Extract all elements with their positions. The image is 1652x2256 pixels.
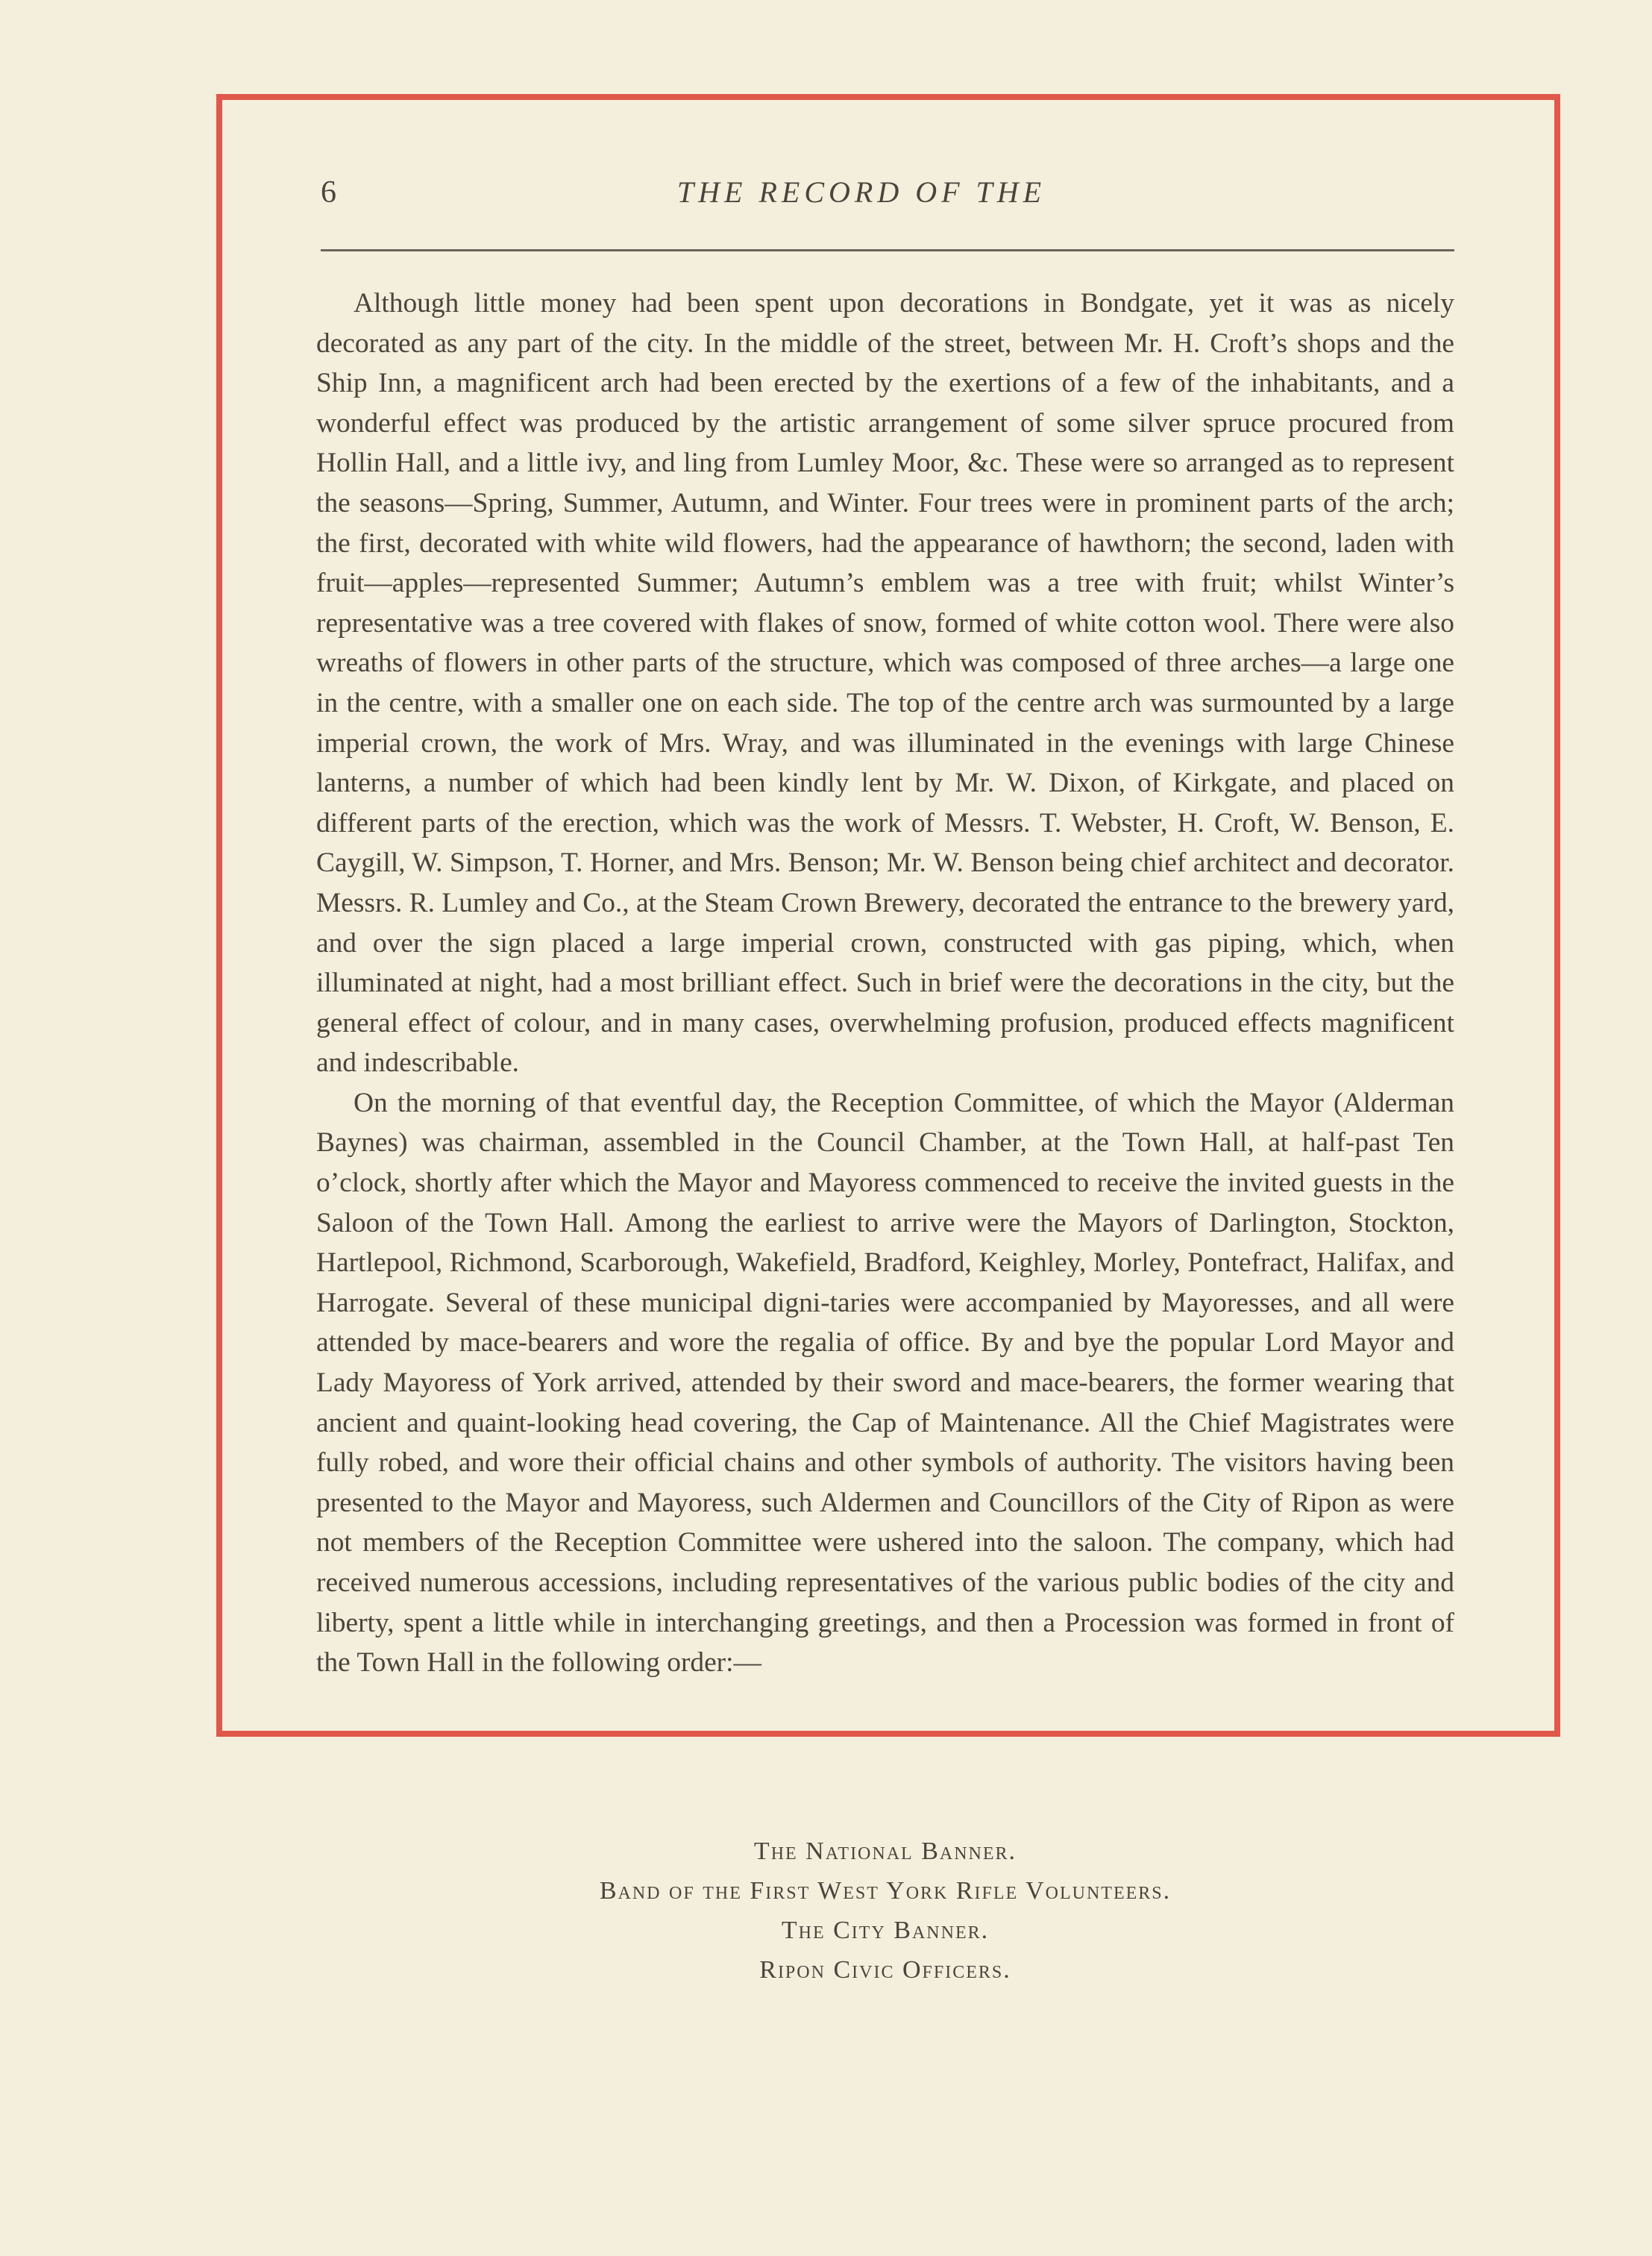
procession-item: The City Banner. [781, 1917, 990, 1944]
paragraph: On the morning of that eventful day, the Reception Committee, of which the Mayor (Alderman Baynes) was chairman, assembled in the Council Chamber, at the Town Hall, at half-past Ten o’clock, shortly after which the Mayor and Mayoress commenced to receive the invited guests in the Saloon of the Town Hall. Among the earliest to arrive were the Mayors of Darlington, Stockton, Hartlepool, Richmond, Scarborough, Wakefield, Bradford, Keighley, Morley, Pontefract, Halifax, and Harrogate. Several of these municipal digni-taries were accompanied by Mayoresses, and all were attended by mace-bearers and wore the regalia of office. By and bye the popular Lord Mayor and Lady Mayoress of York arrived, attended by their sword and mace-bearers, the former wearing that ancient and quaint-looking head covering, the Cap of Maintenance. All the Chief Magistrates were fully robed, and wore their official chains and other symbols of authority. The visitors having been presented to the Mayor and Mayoress, such Aldermen and Councillors of the City of Ripon as were not members of the Reception Committee were ushered into the saloon. The company, which had received numerous accessions, including representatives of the various public bodies of the city and liberty, spent a little while in interchanging greetings, and then a Procession was formed in front of the Town Hall in the following order:— [316, 1087, 1454, 1679]
page-number: 6 [321, 175, 336, 210]
procession-item: Ripon Civic Officers. [759, 1956, 1011, 1984]
paragraph: Although little money had been spent upon decorations in Bondgate, yet it was as nicely decorated as any part of the city. In the middle of the street, between Mr. H. Croft’s shops and the Ship Inn, a magnificent arch had been erected by the exertions of a few of the inhabitants, and a wonderful effect was produced by the artistic arrangement of some silver spruce procured from Hollin Hall, and a little ivy, and ling from Lumley Moor, &c. These were so arranged as to represent the seasons—Spring, Summer, Autumn, and Winter. Four trees were in prominent parts of the arch; the first, decorated with white wild flowers, had the appearance of hawthorn; the second, laden with fruit—apples—represented Summer; Autumn’s emblem was a tree with fruit; whilst Winter’s representative was a tree covered with flakes of snow, formed of white cotton wool. There were also wreaths of flowers in other parts of the structure, which was composed of three arches—a large one in the centre, with a smaller one on each side. The top of the centre arch was surmounted by a large imperial crown, the work of Mrs. Wray, and was illuminated in the evenings with large Chinese lanterns, a number of which had been kindly lent by Mr. W. Dixon, of Kirkgate, and placed on different parts of the erection, which was the work of Messrs. T. Webster, H. Croft, W. Benson, E. Caygill, W. Simpson, T. Horner, and Mrs. Benson; Mr. W. Benson being chief architect and decorator. Messrs. R. Lumley and Co., at the Steam Crown Brewery, decorated the entrance to the brewery yard, and over the sign placed a large imperial crown, constructed with gas piping, which, when illuminated at night, had a most brilliant effect. Such in brief were the decorations in the city, but the general effect of colour, and in many cases, overwhelming profusion, produced effects magnificent and indescribable. [316, 288, 1454, 1079]
procession-list [316, 1832, 1454, 1990]
running-head: THE RECORD OF THE [676, 175, 1046, 209]
procession-item: Band of the First West York Rifle Volunteers. [599, 1877, 1172, 1905]
procession-item: The National Banner. [753, 1837, 1017, 1865]
header-rule [321, 249, 1454, 251]
body-text [316, 283, 1454, 1683]
page-header [321, 170, 1454, 215]
